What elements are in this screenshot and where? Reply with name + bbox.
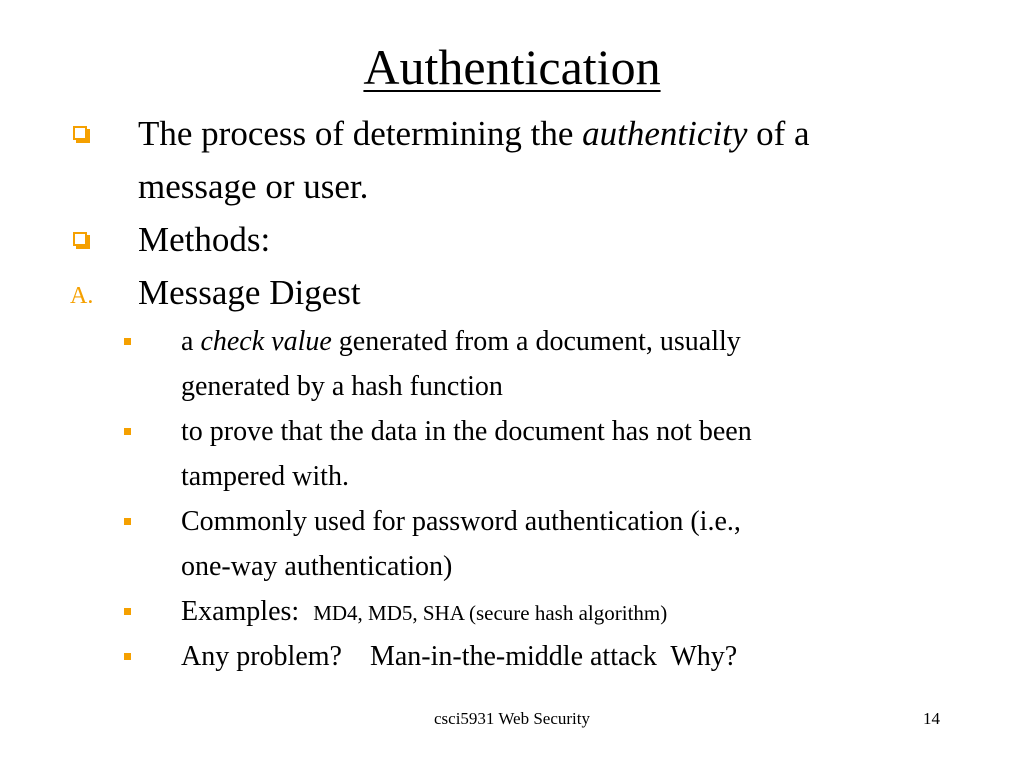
- filled-square-bullet-icon: [124, 653, 131, 660]
- footer-course: csci5931 Web Security: [433, 709, 590, 728]
- hollow-square-bullet-icon: [73, 232, 87, 246]
- hollow-square-bullet-icon: [73, 126, 87, 140]
- bullet-methods: Methods:: [138, 220, 271, 259]
- sub-item-examples-label: Examples:: [181, 596, 314, 627]
- sub-item-examples-list: MD4, MD5, SHA (secure hash algorithm): [313, 601, 668, 625]
- bullet-definition-text: The process of determining the: [138, 114, 583, 153]
- sub-item-check-value-line2: generated by a hash function: [181, 371, 503, 402]
- bullet-definition-line2: message or user.: [138, 167, 369, 206]
- slide-title-text: Authentication: [363, 39, 661, 95]
- bullet-definition-text-end: of a: [747, 114, 810, 153]
- slide-title: [0, 38, 1024, 96]
- letter-bullet-marker: A.: [70, 283, 94, 309]
- filled-square-bullet-icon: [124, 608, 131, 615]
- sub-item-check-value-line1: [181, 319, 941, 364]
- sub-item-prove-line1: to prove that the data in the document has not been: [181, 416, 752, 447]
- sub-item-password-line1: Commonly used for password authentication (i.e.,: [181, 506, 741, 537]
- sub-item-problem: Any problem? Man-in-the-middle attack Why?: [181, 641, 738, 672]
- bullet-definition-line1: [138, 107, 928, 160]
- sub-item-italic: check value: [200, 326, 332, 357]
- filled-square-bullet-icon: [124, 428, 131, 435]
- filled-square-bullet-icon: [124, 518, 131, 525]
- bullet-message-digest: Message Digest: [138, 273, 361, 312]
- sub-item-text-end: generated from a document, usually: [331, 326, 741, 357]
- sub-item-password-line2: one-way authentication): [181, 551, 453, 582]
- page-number: 14: [923, 709, 940, 728]
- sub-item-text: a: [181, 326, 201, 357]
- bullet-definition-italic: authenticity: [582, 114, 748, 153]
- sub-item-prove-line2: tampered with.: [181, 461, 349, 492]
- filled-square-bullet-icon: [124, 338, 131, 345]
- sub-item-examples: [181, 589, 941, 636]
